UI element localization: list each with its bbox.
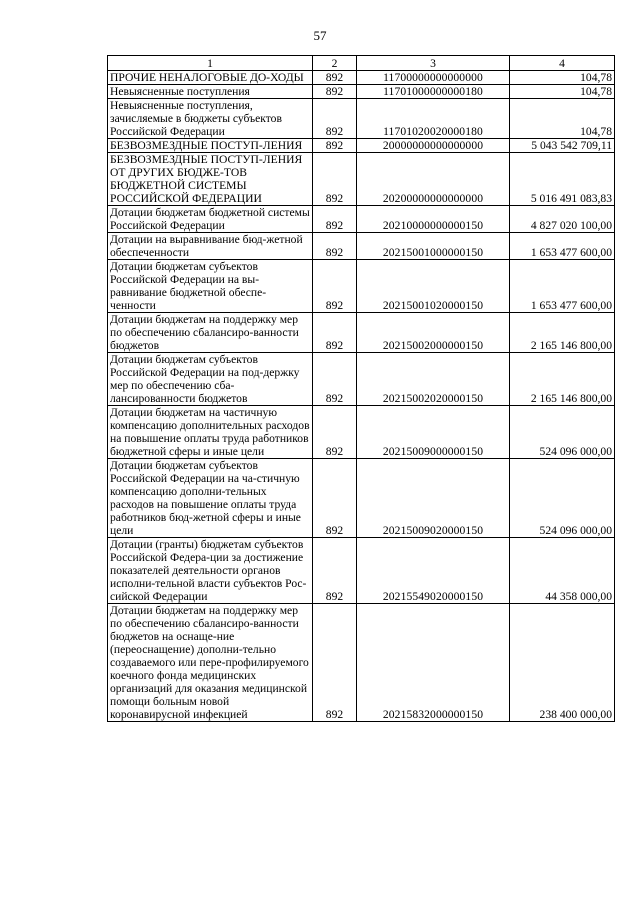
classification-code-cell: 20215549020000150 <box>357 538 510 604</box>
table-row <box>108 71 615 85</box>
revenue-name-cell: Дотации бюджетам на частичную компенсацию дополнительных расходов на повышение оплаты труда работников бюджетной сферы и иные цели <box>108 406 313 459</box>
table-row <box>108 85 615 99</box>
budget-revenue-table <box>107 55 615 722</box>
table-row <box>108 139 615 153</box>
table-row <box>108 459 615 538</box>
amount-cell: 5 016 491 083,83 <box>510 153 615 206</box>
classification-code-cell: 11700000000000000 <box>357 71 510 85</box>
amount-cell: 5 043 542 709,11 <box>510 139 615 153</box>
revenue-name-cell: ПРОЧИЕ НЕНАЛОГОВЫЕ ДО-ХОДЫ <box>108 71 313 85</box>
revenue-name-cell: Дотации на выравнивание бюд-жетной обеспеченности <box>108 233 313 260</box>
column-header-2: 2 <box>313 56 357 71</box>
classification-code-cell: 20000000000000000 <box>357 139 510 153</box>
admin-code-cell: 892 <box>313 313 357 353</box>
admin-code-cell: 892 <box>313 233 357 260</box>
table-row <box>108 604 615 722</box>
table-row <box>108 353 615 406</box>
table-row <box>108 206 615 233</box>
admin-code-cell: 892 <box>313 85 357 99</box>
amount-cell: 2 165 146 800,00 <box>510 353 615 406</box>
admin-code-cell: 892 <box>313 538 357 604</box>
admin-code-cell: 892 <box>313 459 357 538</box>
admin-code-cell: 892 <box>313 71 357 85</box>
classification-code-cell: 20215001000000150 <box>357 233 510 260</box>
classification-code-cell: 20215001020000150 <box>357 260 510 313</box>
table-row <box>108 406 615 459</box>
table-header-row <box>108 56 615 71</box>
amount-cell: 524 096 000,00 <box>510 406 615 459</box>
amount-cell: 1 653 477 600,00 <box>510 260 615 313</box>
admin-code-cell: 892 <box>313 153 357 206</box>
table-row <box>108 233 615 260</box>
classification-code-cell: 20215002020000150 <box>357 353 510 406</box>
classification-code-cell: 20215009000000150 <box>357 406 510 459</box>
admin-code-cell: 892 <box>313 139 357 153</box>
amount-cell: 4 827 020 100,00 <box>510 206 615 233</box>
amount-cell: 44 358 000,00 <box>510 538 615 604</box>
revenue-name-cell: БЕЗВОЗМЕЗДНЫЕ ПОСТУП-ЛЕНИЯ <box>108 139 313 153</box>
amount-cell: 238 400 000,00 <box>510 604 615 722</box>
amount-cell: 104,78 <box>510 71 615 85</box>
amount-cell: 104,78 <box>510 99 615 139</box>
classification-code-cell: 11701020020000180 <box>357 99 510 139</box>
revenue-name-cell: Дотации бюджетам на поддержку мер по обеспечению сбалансиро-ванности бюджетов <box>108 313 313 353</box>
revenue-name-cell: Дотации (гранты) бюджетам субъектов Российской Федера-ции за достижение показателей деятельности органов исполни-тельной власти субъектов Рос-сийской Федерации <box>108 538 313 604</box>
classification-code-cell: 20215009020000150 <box>357 459 510 538</box>
admin-code-cell: 892 <box>313 406 357 459</box>
revenue-name-cell: Дотации бюджетам бюджетной системы Российской Федерации <box>108 206 313 233</box>
page-number: 57 <box>313 28 327 43</box>
revenue-name-cell: Дотации бюджетам субъектов Российской Федерации на под-держку мер по обеспечению сба-лансированности бюджетов <box>108 353 313 406</box>
classification-code-cell: 20215832000000150 <box>357 604 510 722</box>
table-row <box>108 313 615 353</box>
admin-code-cell: 892 <box>313 260 357 313</box>
table-row <box>108 260 615 313</box>
admin-code-cell: 892 <box>313 206 357 233</box>
column-header-3: 3 <box>357 56 510 71</box>
admin-code-cell: 892 <box>313 353 357 406</box>
classification-code-cell: 20210000000000150 <box>357 206 510 233</box>
column-header-1: 1 <box>108 56 313 71</box>
table-row <box>108 99 615 139</box>
column-header-4: 4 <box>510 56 615 71</box>
classification-code-cell: 20215002000000150 <box>357 313 510 353</box>
amount-cell: 2 165 146 800,00 <box>510 313 615 353</box>
table-row <box>108 538 615 604</box>
amount-cell: 1 653 477 600,00 <box>510 233 615 260</box>
revenue-name-cell: БЕЗВОЗМЕЗДНЫЕ ПОСТУП-ЛЕНИЯ ОТ ДРУГИХ БЮДЖЕ-ТОВ БЮДЖЕТНОЙ СИСТЕМЫ РОССИЙСКОЙ ФЕДЕРАЦИИ <box>108 153 313 206</box>
classification-code-cell: 20200000000000000 <box>357 153 510 206</box>
classification-code-cell: 11701000000000180 <box>357 85 510 99</box>
table-body <box>108 71 615 722</box>
revenue-name-cell: Дотации бюджетам субъектов Российской Федерации на вы-равнивание бюджетной обеспе-ченности <box>108 260 313 313</box>
revenue-name-cell: Дотации бюджетам субъектов Российской Федерации на ча-стичную компенсацию дополни-тельных расходов на повышение оплаты труда работников бюд-жетной сферы и иные цели <box>108 459 313 538</box>
table-row <box>108 153 615 206</box>
amount-cell: 104,78 <box>510 85 615 99</box>
revenue-name-cell: Дотации бюджетам на поддержку мер по обеспечению сбалансиро-ванности бюджетов на оснаще-ние (переоснащение) дополни-тельно создаваемого или пере-профилируемого коечного фонда медицинских организаций для оказания медицинской помощи больным новой коронавирусной инфекцией <box>108 604 313 722</box>
admin-code-cell: 892 <box>313 99 357 139</box>
amount-cell: 524 096 000,00 <box>510 459 615 538</box>
revenue-name-cell: Невыясненные поступления, зачисляемые в бюджеты субъектов Российской Федерации <box>108 99 313 139</box>
admin-code-cell: 892 <box>313 604 357 722</box>
revenue-name-cell: Невыясненные поступления <box>108 85 313 99</box>
